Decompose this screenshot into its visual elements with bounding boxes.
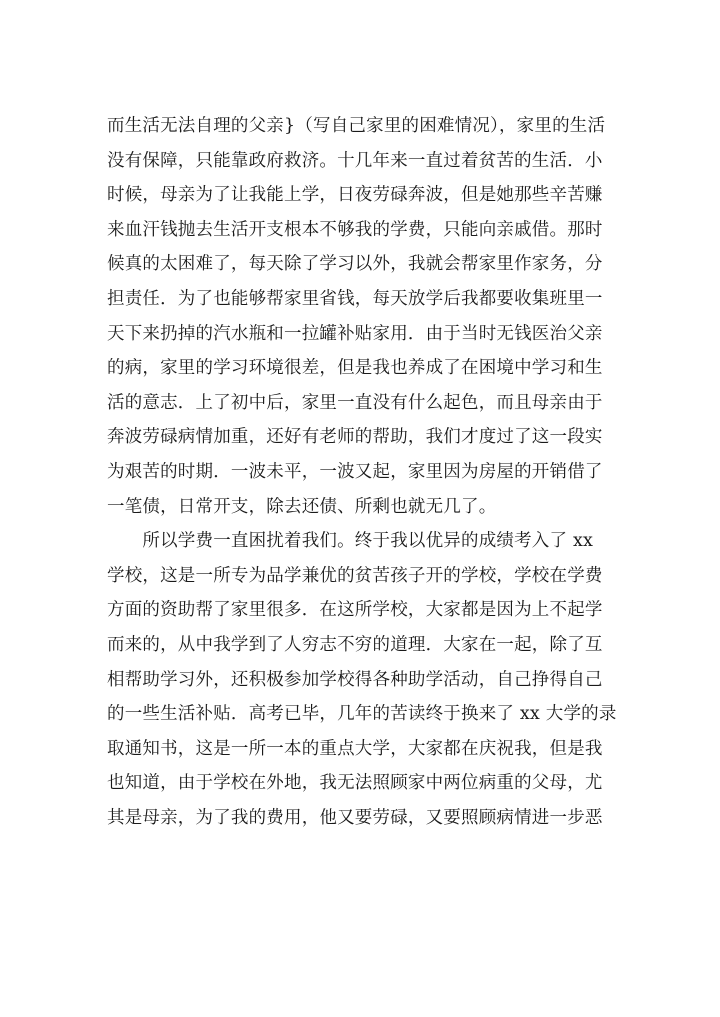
text-line: 的一些生活补贴．高考已毕，几年的苦读终于换来了 xx 大学的录 <box>107 704 617 725</box>
text-line: 天下来扔掉的汽水瓶和一拉罐补贴家用．由于当时无钱医治父亲 <box>107 323 603 344</box>
text-line: 也知道，由于学校在外地，我无法照顾家中两位病重的父母，尤 <box>107 773 603 794</box>
text-line: 而来的，从中我学到了人穷志不穷的道理．大家在一起，除了互 <box>107 634 603 655</box>
text-line: 一笔债，日常开支，除去还债、所剩也就无几了。 <box>107 496 497 517</box>
text-line: 其是母亲，为了我的费用，他又要劳碌，又要照顾病情进一步恶 <box>107 807 603 828</box>
paragraph-start-line: 所以学费一直困扰着我们。终于我以优异的成绩考入了 xx <box>107 531 594 552</box>
body-text <box>107 109 627 835</box>
text-line: 相帮助学习外，还积极参加学校得各种助学活动，自己挣得自己 <box>107 669 603 690</box>
text-line: 为艰苦的时期．一波未平，一波又起，家里因为房屋的开销借了 <box>107 461 603 482</box>
text-line: 奔波劳碌病情加重，还好有老师的帮助，我们才度过了这一段实 <box>107 427 603 448</box>
text-line: 学校，这是一所专为品学兼优的贫苦孩子开的学校，学校在学费 <box>107 565 603 586</box>
text-line: 活的意志．上了初中后，家里一直没有什么起色，而且母亲由于 <box>107 392 603 413</box>
text-line: 的病，家里的学习环境很差，但是我也养成了在困境中学习和生 <box>107 358 603 379</box>
text-line: 取通知书，这是一所一本的重点大学，大家都在庆祝我，但是我 <box>107 738 603 759</box>
text-line: 方面的资助帮了家里很多．在这所学校，大家都是因为上不起学 <box>107 600 603 621</box>
text-line: 来血汗钱抛去生活开支根本不够我的学费，只能向亲戚借。那时 <box>107 219 603 240</box>
text-line: 担责任．为了也能够帮家里省钱，每天放学后我都要收集班里一 <box>107 288 603 309</box>
text-line: 没有保障，只能靠政府救济。十几年来一直过着贫苦的生活．小 <box>107 150 603 171</box>
text-line: 而生活无法自理的父亲}（写自己家里的困难情况），家里的生活 <box>107 116 606 136</box>
text-line: 时候，母亲为了让我能上学，日夜劳碌奔波，但是她那些辛苦赚 <box>107 185 603 206</box>
text-line: 候真的太困难了，每天除了学习以外，我就会帮家里作家务，分 <box>107 254 603 275</box>
